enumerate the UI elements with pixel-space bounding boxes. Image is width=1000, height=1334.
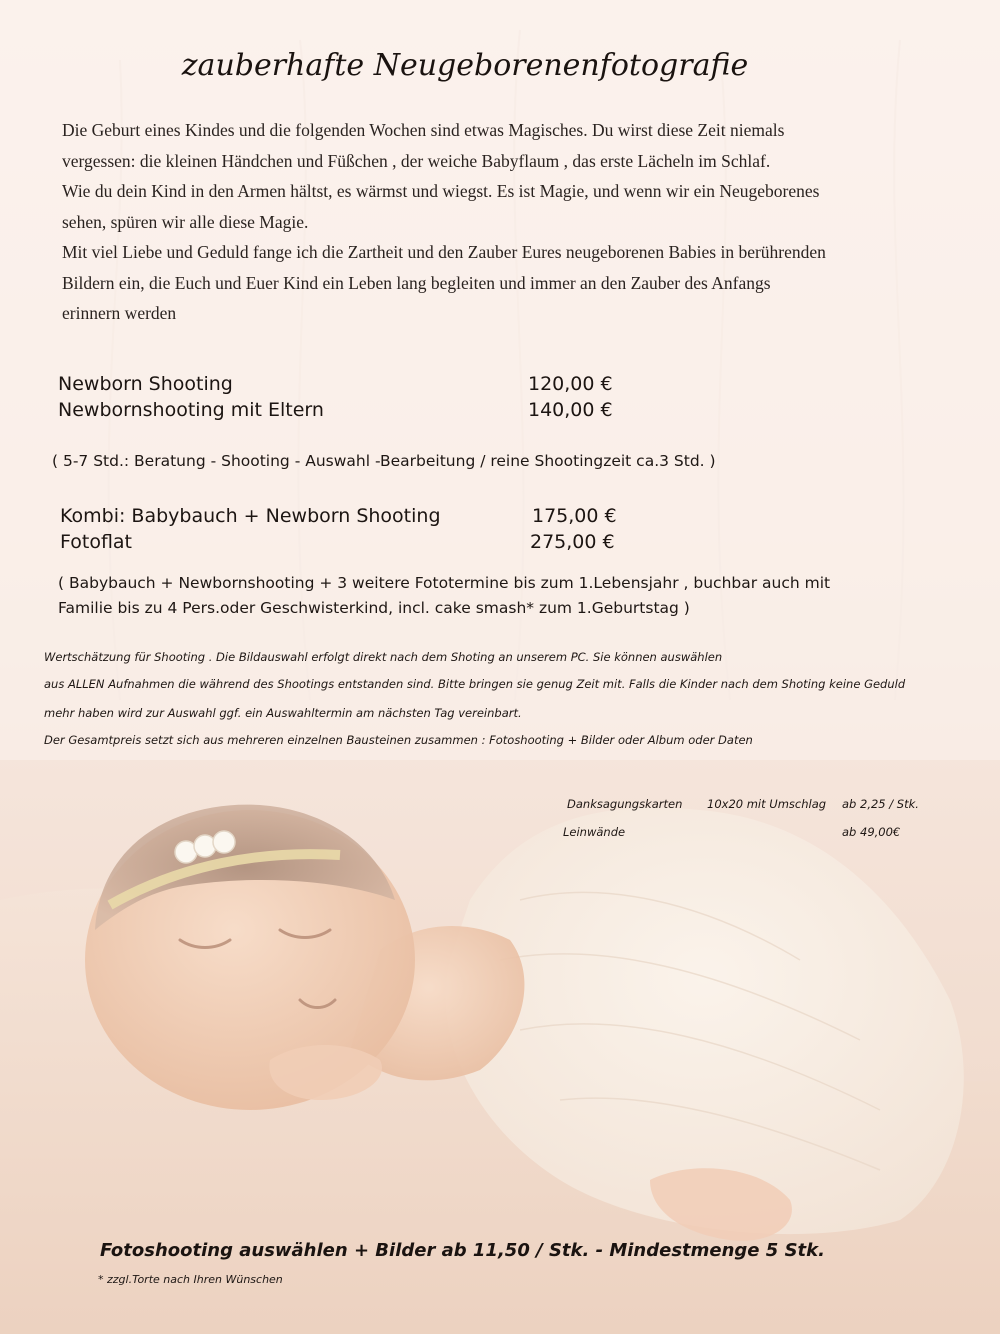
extra-item-canvas: Leinwände [563,825,626,839]
bottom-offer: Fotoshooting auswählen + Bilder ab 11,50 / Stk. - Mindestmenge 5 Stk. [100,1240,825,1261]
price-amount: 140,00 € [528,399,613,421]
intro-line: sehen, spüren wir alle diese Magie. [62,211,309,232]
extra-detail-cards: 10x20 mit Umschlag [707,797,827,811]
intro-line: Wie du dein Kind in den Armen hältst, es wärmst und wiegst. Es ist Magie, und wenn wir ein Neugeborenes [62,181,820,201]
appreciation-line: mehr haben wird zur Auswahl ggf. ein Auswahltermin am nächsten Tag vereinbart. [44,706,522,720]
intro-line: Bildern ein, die Euch und Euer Kind ein Leben lang begleiten und immer an den Zauber des Anfangs [62,272,771,293]
fotoflat-note-line: Familie bis zu 4 Pers.oder Geschwisterkind, incl. cake smash* zum 1.Geburtstag ) [58,599,690,617]
price-label: Fotoflat [60,531,133,553]
fotoflat-note [58,571,830,621]
price-label: Kombi: Babybauch + Newborn Shooting [60,505,441,527]
appreciation-line: Der Gesamtpreis setzt sich aus mehreren einzelnen Bausteinen zusammen : Fotoshooting + Bilder oder Album oder Daten [44,733,753,747]
price-label: Newbornshooting mit Eltern [58,399,324,421]
intro-line: Die Geburt eines Kindes und die folgenden Wochen sind etwas Magisches. Du wirst diese Zeit niemals [62,120,785,140]
price-amount: 175,00 € [532,505,617,527]
intro-line: erinnern werden [62,303,177,323]
fotoflat-note-line: ( Babybauch + Newbornshooting + 3 weitere Fototermine bis zum 1.Lebensjahr , buchbar auch mit [58,574,831,592]
price-amount: 120,00 € [528,373,613,395]
extra-item-cards: Danksagungskarten [567,797,683,811]
appreciation-line: aus ALLEN Aufnahmen die während des Shootings entstanden sind. Bitte bringen sie genug Zeit mit. Falls die Kinder nach dem Shoting keine Geduld [44,677,906,691]
appreciation-line: Wertschätzung für Shooting . Die Bildauswahl erfolgt direkt nach dem Shoting an unserem PC. Sie können auswählen [44,650,723,664]
intro-text [62,115,962,329]
extra-price-cards: ab 2,25 / Stk. [842,797,919,811]
footnote: * zzgl.Torte nach Ihren Wünschen [98,1273,283,1286]
duration-note: ( 5-7 Std.: Beratung - Shooting - Auswahl -Bearbeitung / reine Shootingzeit ca.3 Std. ) [52,452,716,470]
intro-line: Mit viel Liebe und Geduld fange ich die Zartheit und den Zauber Eures neugeborenen Babies in berührenden [62,242,826,262]
page-title: zauberhafte Neugeborenenfotografie [181,48,749,83]
price-amount: 275,00 € [530,531,615,553]
intro-line: vergessen: die kleinen Händchen und Füßchen , der weiche Babyflaum , das erste Lächeln im Schlaf. [62,150,771,171]
extra-price-canvas: ab 49,00€ [842,825,901,839]
price-label: Newborn Shooting [58,373,233,395]
